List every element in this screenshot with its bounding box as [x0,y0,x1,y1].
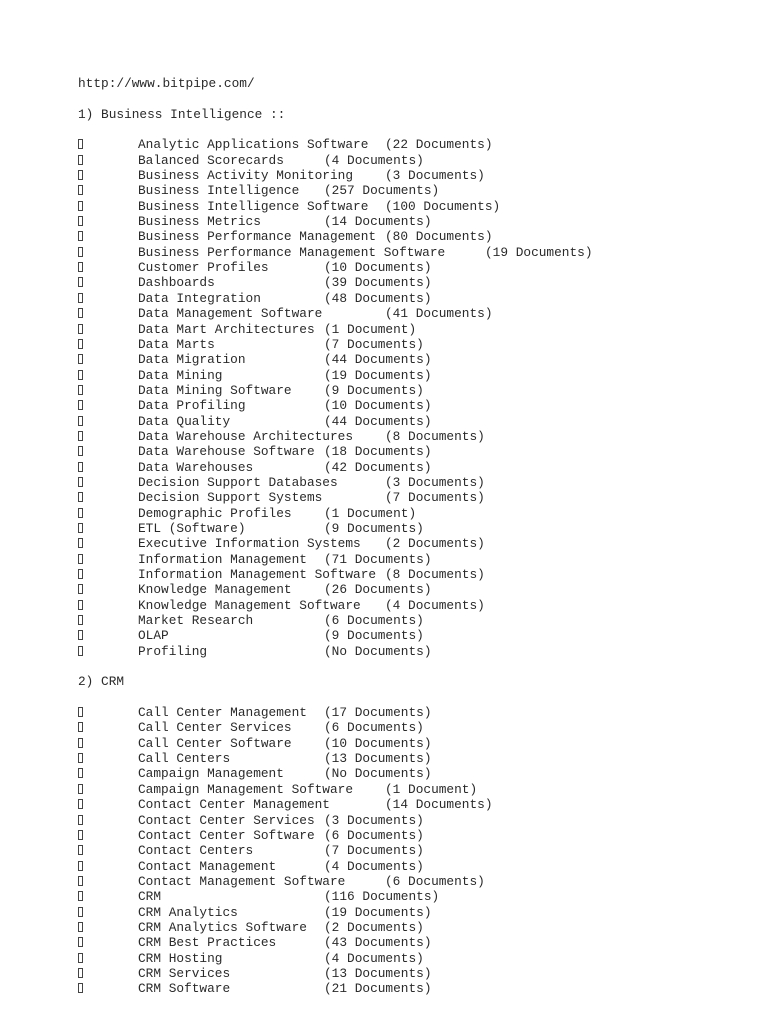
missing-glyph-bullet-icon [78,753,83,763]
section-heading: 2) CRM [78,674,125,690]
missing-glyph-bullet-icon [78,185,83,195]
missing-glyph-bullet-icon [78,431,83,441]
missing-glyph-bullet-icon [78,216,83,226]
item-document-count: (19 Documents) [485,244,593,260]
item-document-count: (26 Documents) [324,582,432,598]
item-document-count: (1 Document) [324,505,417,521]
missing-glyph-bullet-icon [78,339,83,349]
item-name: Business Metrics [138,214,261,230]
item-name: Campaign Management Software [138,781,354,797]
missing-glyph-bullet-icon [78,907,83,917]
blank-line [78,122,768,137]
missing-glyph-bullet-icon [78,784,83,794]
section-heading: 1) Business Intelligence :: [78,106,286,122]
missing-glyph-bullet-icon [78,738,83,748]
item-name: Knowledge Management Software [138,597,361,613]
item-document-count: (No Documents) [324,766,432,782]
item-document-count: (43 Documents) [324,935,432,951]
blank-line [78,91,768,106]
item-name: Call Center Software [138,735,292,751]
list-item [78,490,768,505]
item-name: Executive Information Systems [138,536,361,552]
missing-glyph-bullet-icon [78,983,83,993]
item-document-count: (44 Documents) [324,413,432,429]
item-name: Contact Centers [138,843,254,859]
missing-glyph-bullet-icon [78,416,83,426]
missing-glyph-bullet-icon [78,646,83,656]
item-name: CRM Software [138,981,231,997]
missing-glyph-bullet-icon [78,170,83,180]
list-item [78,229,768,244]
item-document-count: (14 Documents) [385,797,493,813]
list-item [78,567,768,582]
missing-glyph-bullet-icon [78,768,83,778]
missing-glyph-bullet-icon [78,722,83,732]
item-document-count: (10 Documents) [324,260,432,276]
missing-glyph-bullet-icon [78,600,83,610]
list-item [78,920,768,935]
item-name: Campaign Management [138,766,284,782]
list-item [78,613,768,628]
item-document-count: (71 Documents) [324,551,432,567]
item-document-count: (1 Document) [324,321,417,337]
item-name: Call Center Management [138,705,307,721]
item-name: Decision Support Databases [138,474,338,490]
item-document-count: (13 Documents) [324,965,432,981]
item-name: Business Intelligence [138,183,300,199]
list-item [78,475,768,490]
item-document-count: (2 Documents) [385,536,485,552]
item-document-count: (21 Documents) [324,981,432,997]
list-item [78,981,768,996]
list-item [78,598,768,613]
item-document-count: (3 Documents) [324,812,424,828]
list-item [78,398,768,413]
missing-glyph-bullet-icon [78,523,83,533]
item-document-count: (4 Documents) [324,858,424,874]
item-name: Business Intelligence Software [138,198,369,214]
missing-glyph-bullet-icon [78,876,83,886]
missing-glyph-bullet-icon [78,247,83,257]
item-name: CRM Analytics [138,904,238,920]
missing-glyph-bullet-icon [78,815,83,825]
missing-glyph-bullet-icon [78,324,83,334]
item-name: Information Management Software [138,567,377,582]
list-item [78,536,768,551]
item-document-count: (10 Documents) [324,398,432,414]
item-document-count: (4 Documents) [324,950,424,966]
list-item [78,383,768,398]
list-item [78,429,768,444]
missing-glyph-bullet-icon [78,861,83,871]
item-document-count: (9 Documents) [324,628,424,644]
list-item [78,337,768,352]
item-name: CRM Hosting [138,950,223,966]
list-item [78,766,768,781]
missing-glyph-bullet-icon [78,953,83,963]
document-body [78,76,768,997]
item-name: Data Quality [138,413,231,429]
missing-glyph-bullet-icon [78,139,83,149]
item-name: Data Profiling [138,398,246,414]
missing-glyph-bullet-icon [78,446,83,456]
list-item [78,935,768,950]
item-document-count: (3 Documents) [385,168,485,184]
list-item [78,859,768,874]
item-document-count: (6 Documents) [385,873,485,889]
item-name: Information Management [138,551,307,567]
item-document-count: (13 Documents) [324,751,432,767]
item-document-count: (18 Documents) [324,444,432,460]
missing-glyph-bullet-icon [78,385,83,395]
list-item [78,137,768,152]
missing-glyph-bullet-icon [78,630,83,640]
item-name: OLAP [138,628,169,644]
list-item [78,797,768,812]
item-name: Dashboards [138,275,215,291]
list-item [78,843,768,858]
item-document-count: (100 Documents) [385,198,501,214]
missing-glyph-bullet-icon [78,155,83,165]
item-name: Contact Center Management [138,797,330,813]
item-name: Contact Center Services [138,812,315,828]
item-name: Call Centers [138,751,231,767]
item-name: Data Management Software [138,306,323,322]
item-document-count: (10 Documents) [324,735,432,751]
item-name: Data Warehouse Architectures [138,428,354,444]
item-document-count: (7 Documents) [385,490,485,506]
list-item [78,153,768,168]
item-name: Knowledge Management [138,582,292,598]
item-document-count: (41 Documents) [385,306,493,322]
item-name: Contact Management Software [138,873,346,889]
missing-glyph-bullet-icon [78,477,83,487]
list-item [78,260,768,275]
item-name: Profiling [138,643,208,659]
item-document-count: (257 Documents) [324,183,440,199]
item-document-count: (19 Documents) [324,367,432,383]
list-item [78,199,768,214]
list-item [78,506,768,521]
item-document-count: (7 Documents) [324,336,424,352]
missing-glyph-bullet-icon [78,462,83,472]
list-item [78,414,768,429]
list-item [78,751,768,766]
list-item [78,813,768,828]
list-item [78,720,768,735]
missing-glyph-bullet-icon [78,201,83,211]
item-document-count: (44 Documents) [324,352,432,368]
missing-glyph-bullet-icon [78,569,83,579]
list-item [78,628,768,643]
item-name: Data Marts [138,336,215,352]
list-item [78,582,768,597]
item-name: Business Performance Management [138,229,377,245]
missing-glyph-bullet-icon [78,293,83,303]
item-document-count: (17 Documents) [324,705,432,721]
item-document-count: (42 Documents) [324,459,432,475]
missing-glyph-bullet-icon [78,584,83,594]
item-document-count: (19 Documents) [324,904,432,920]
item-name: Data Warehouse Software [138,444,315,460]
blank-line [78,690,768,705]
item-document-count: (9 Documents) [324,382,424,398]
list-item [78,782,768,797]
item-document-count: (39 Documents) [324,275,432,291]
item-name: Customer Profiles [138,260,269,276]
item-name: Data Mining [138,367,223,383]
missing-glyph-bullet-icon [78,922,83,932]
missing-glyph-bullet-icon [78,845,83,855]
item-document-count: (8 Documents) [385,567,485,582]
list-item [78,352,768,367]
item-document-count: (4 Documents) [385,597,485,613]
missing-glyph-bullet-icon [78,370,83,380]
item-document-count: (4 Documents) [324,152,424,168]
missing-glyph-bullet-icon [78,400,83,410]
missing-glyph-bullet-icon [78,968,83,978]
item-name: Analytic Applications Software [138,137,369,153]
list-item [78,460,768,475]
list-item [78,552,768,567]
item-document-count: (22 Documents) [385,137,493,153]
item-name: Data Integration [138,290,261,306]
item-name: CRM Best Practices [138,935,277,951]
item-document-count: (No Documents) [324,643,432,659]
list-item [78,736,768,751]
list-item [78,905,768,920]
list-item [78,168,768,183]
missing-glyph-bullet-icon [78,799,83,809]
item-name: Business Performance Management Software [138,244,446,260]
missing-glyph-bullet-icon [78,554,83,564]
missing-glyph-bullet-icon [78,615,83,625]
item-name: CRM Services [138,965,231,981]
missing-glyph-bullet-icon [78,891,83,901]
list-item [78,966,768,981]
item-document-count: (48 Documents) [324,290,432,306]
missing-glyph-bullet-icon [78,707,83,717]
item-document-count: (7 Documents) [324,843,424,859]
blank-line [78,659,768,674]
source-url: http://www.bitpipe.com/ [78,76,255,91]
item-name: Data Warehouses [138,459,254,475]
missing-glyph-bullet-icon [78,262,83,272]
item-document-count: (6 Documents) [324,827,424,843]
list-item [78,828,768,843]
list-item [78,214,768,229]
list-item [78,275,768,290]
item-name: Data Mining Software [138,382,292,398]
sections [78,107,768,997]
item-document-count: (14 Documents) [324,214,432,230]
missing-glyph-bullet-icon [78,508,83,518]
list-item [78,444,768,459]
item-document-count: (3 Documents) [385,474,485,490]
list-item [78,306,768,321]
list-item [78,951,768,966]
list-item [78,291,768,306]
missing-glyph-bullet-icon [78,492,83,502]
list-item [78,368,768,383]
list-item [78,644,768,659]
item-name: Contact Center Software [138,827,315,843]
missing-glyph-bullet-icon [78,277,83,287]
list-item [78,889,768,904]
item-document-count: (6 Documents) [324,720,424,736]
item-name: Contact Management [138,858,277,874]
item-document-count: (116 Documents) [324,889,440,905]
missing-glyph-bullet-icon [78,830,83,840]
list-item [78,521,768,536]
item-name: ETL (Software) [138,520,246,536]
item-document-count: (1 Document) [385,781,478,797]
missing-glyph-bullet-icon [78,308,83,318]
item-document-count: (80 Documents) [385,229,493,245]
item-name: Data Mart Architectures [138,321,315,337]
item-name: CRM [138,889,162,905]
list-item [78,705,768,720]
item-name: Balanced Scorecards [138,152,284,168]
item-name: Data Migration [138,352,246,368]
item-name: Market Research [138,613,254,629]
item-name: CRM Analytics Software [138,919,307,935]
item-document-count: (9 Documents) [324,520,424,536]
item-name: Business Activity Monitoring [138,168,354,184]
item-document-count: (2 Documents) [324,919,424,935]
item-document-count: (6 Documents) [324,613,424,629]
item-name: Call Center Services [138,720,292,736]
list-item [78,245,768,260]
item-name: Decision Support Systems [138,490,323,506]
list-item [78,874,768,889]
item-document-count: (8 Documents) [385,428,485,444]
missing-glyph-bullet-icon [78,231,83,241]
list-item [78,183,768,198]
item-name: Demographic Profiles [138,505,292,521]
missing-glyph-bullet-icon [78,354,83,364]
missing-glyph-bullet-icon [78,538,83,548]
list-item [78,322,768,337]
missing-glyph-bullet-icon [78,937,83,947]
